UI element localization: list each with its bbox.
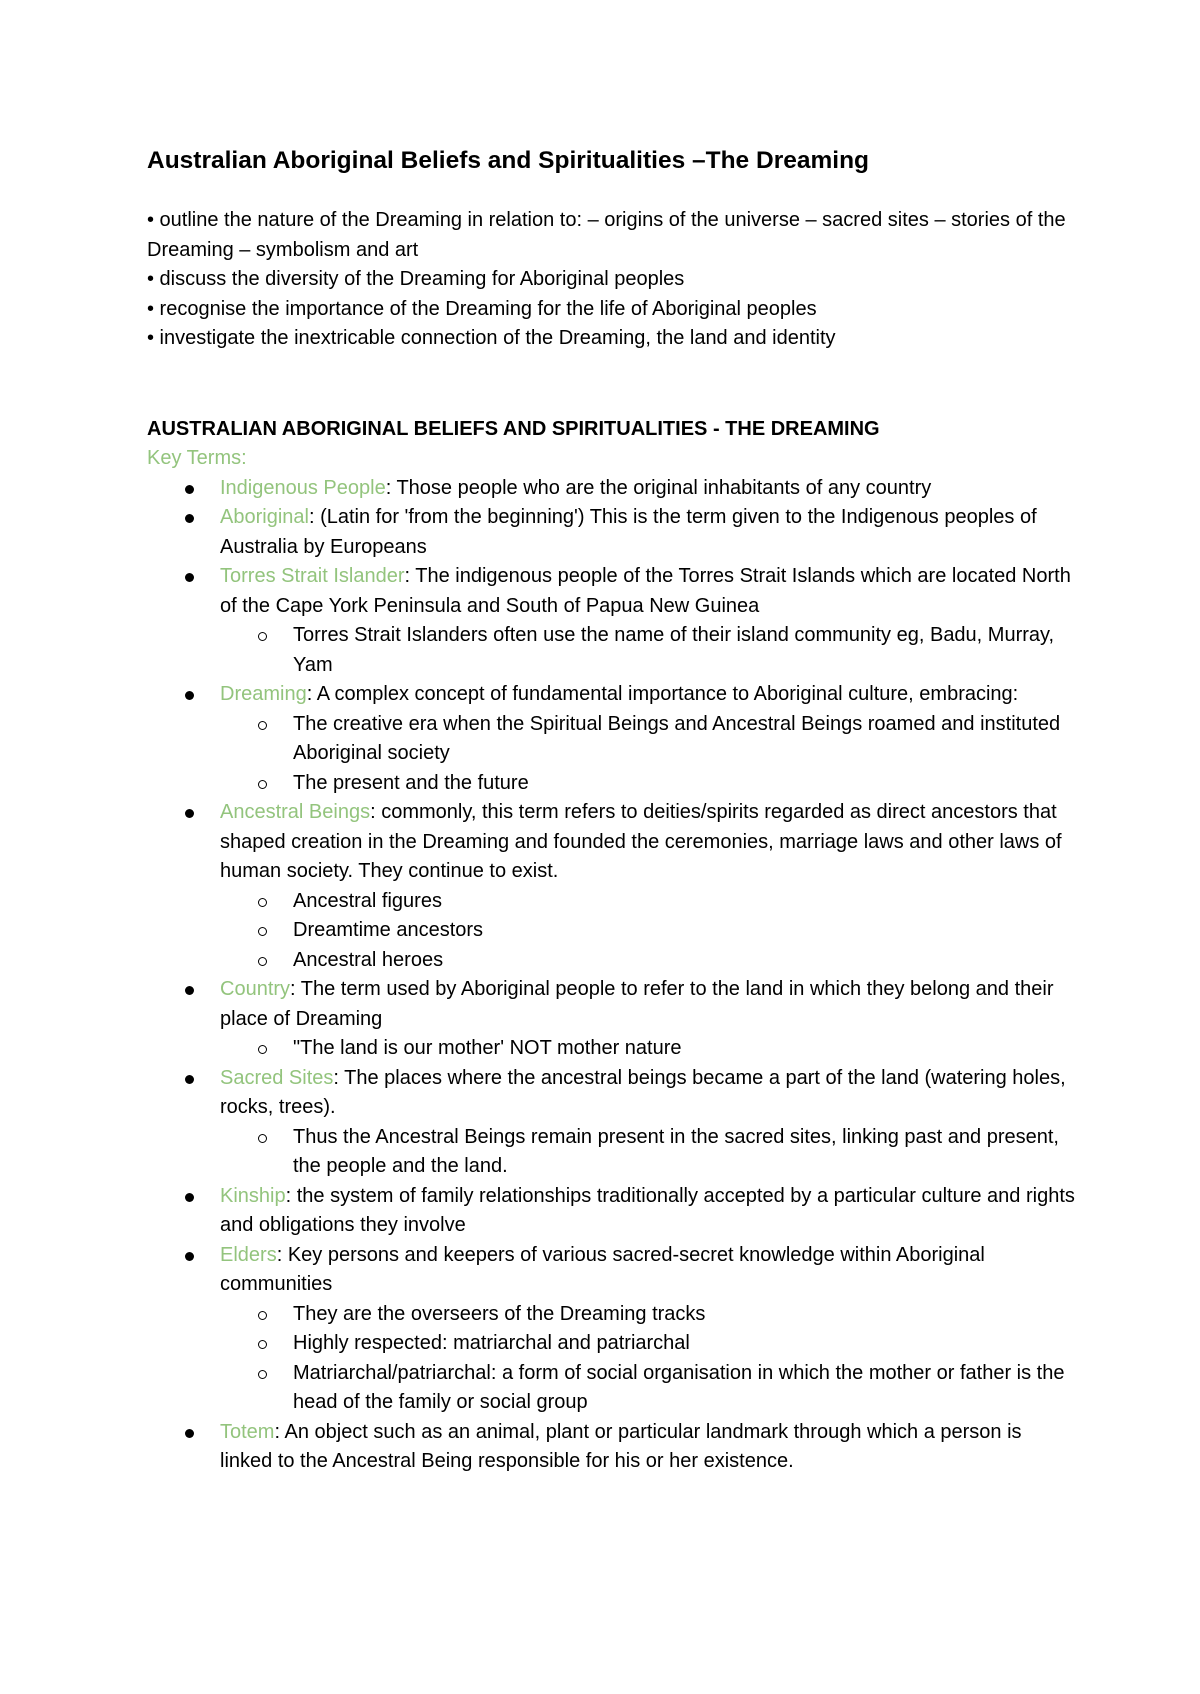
key-term-item: [147, 1241, 1077, 1418]
sub-item-text: Dreamtime ancestors: [293, 919, 484, 941]
key-term-name: Aboriginal: [220, 506, 309, 528]
key-term-name: Sacred Sites: [220, 1066, 334, 1089]
sub-item-list: [220, 710, 1077, 799]
key-term-name: Ancestral Beings: [220, 801, 371, 823]
hollow-bullet-icon: [258, 632, 267, 641]
sub-item: [220, 710, 1077, 769]
sub-item-list: [220, 1034, 1077, 1064]
sub-item: [220, 1123, 1077, 1182]
key-term-item: [147, 562, 1077, 680]
outcome-item: • investigate the inextricable connection of the Dreaming, the land and identity: [147, 327, 836, 349]
key-term-item: [147, 1182, 1077, 1241]
hollow-bullet-icon: [258, 1370, 267, 1379]
sub-item-text: The present and the future: [293, 771, 529, 794]
key-term-definition: : The term used by Aboriginal people to refer to the land in which they belong and their place of Dreaming: [220, 978, 1054, 1030]
key-term-item: [147, 1418, 1077, 1477]
key-term-definition: : Key persons and keepers of various sacred-secret knowledge within Aboriginal communities: [220, 1243, 985, 1295]
sub-item: [220, 946, 1077, 976]
sub-item: [220, 1359, 1077, 1418]
sub-item-text: Torres Strait Islanders often use the name of their island community eg, Badu, Murray, Yam: [293, 624, 1055, 676]
key-terms-list: [147, 474, 1077, 1477]
hollow-bullet-icon: [258, 957, 267, 966]
bullet-icon: [185, 1193, 194, 1202]
key-term-name: Indigenous People: [220, 476, 386, 499]
outcome-item: • recognise the importance of the Dreaming for the life of Aboriginal peoples: [147, 297, 817, 320]
sub-item-text: Highly respected: matriarchal and patriarchal: [293, 1332, 690, 1354]
hollow-bullet-icon: [258, 780, 267, 789]
sub-item-text: Ancestral figures: [293, 889, 442, 912]
outcome-item: • discuss the diversity of the Dreaming for Aboriginal peoples: [147, 268, 685, 290]
key-term-definition: : (Latin for 'from the beginning') This is the term given to the Indigenous peoples of Australia by Europeans: [220, 506, 1037, 558]
sub-item: [220, 1329, 1077, 1359]
key-term-name: Kinship: [220, 1184, 286, 1207]
key-term-name: Elders: [220, 1243, 277, 1266]
hollow-bullet-icon: [258, 721, 267, 730]
sub-item-text: Thus the Ancestral Beings remain present in the sacred sites, linking past and present, the people and the land.: [293, 1125, 1059, 1177]
hollow-bullet-icon: [258, 1045, 267, 1054]
hollow-bullet-icon: [258, 1340, 267, 1349]
sub-item: [220, 1034, 1077, 1064]
section-heading: AUSTRALIAN ABORIGINAL BELIEFS AND SPIRITUALITIES - THE DREAMING: [147, 417, 880, 440]
sub-item-text: Matriarchal/patriarchal: a form of social organisation in which the mother or father is the head of the family or social group: [293, 1361, 1065, 1413]
key-term-definition: : The indigenous people of the Torres Strait Islands which are located North of the Cape York Peninsula and South of Papua New Guinea: [220, 565, 1071, 617]
key-term-name: Dreaming: [220, 683, 307, 705]
key-term-definition: : The places where the ancestral beings became a part of the land (watering holes, rocks, trees).: [220, 1066, 1066, 1118]
syllabus-outcomes: [147, 206, 1077, 354]
sub-item-list: [220, 1300, 1077, 1418]
sub-item-list: [220, 621, 1077, 680]
sub-item: [220, 887, 1077, 917]
bullet-icon: [185, 485, 194, 494]
key-terms-label: Key Terms:: [147, 447, 247, 469]
bullet-icon: [185, 514, 194, 523]
sub-item: [220, 621, 1077, 680]
bullet-icon: [185, 1252, 194, 1261]
bullet-icon: [185, 986, 194, 995]
hollow-bullet-icon: [258, 927, 267, 936]
sub-item: [220, 1300, 1077, 1330]
sub-item-text: "The land is our mother' NOT mother nature: [293, 1037, 682, 1059]
key-term-definition: : An object such as an animal, plant or particular landmark through which a person is linked to the Ancestral Being responsible for his or her existence.: [220, 1420, 1022, 1472]
hollow-bullet-icon: [258, 1311, 267, 1320]
hollow-bullet-icon: [258, 1134, 267, 1143]
bullet-icon: [185, 809, 194, 818]
key-term-name: Torres Strait Islander: [220, 565, 405, 587]
key-term-item: [147, 474, 1077, 504]
key-term-item: [147, 1064, 1077, 1182]
sub-item: [220, 769, 1077, 799]
key-term-name: Totem: [220, 1420, 275, 1443]
outcome-item: • outline the nature of the Dreaming in relation to: – origins of the universe – sacred sites – stories of the Dreaming – symbolism and art: [147, 209, 1066, 261]
sub-item-text: Ancestral heroes: [293, 948, 444, 971]
bullet-icon: [185, 573, 194, 582]
sub-item-list: [220, 887, 1077, 976]
bullet-icon: [185, 1429, 194, 1438]
key-term-name: Country: [220, 978, 291, 1000]
sub-item-text: The creative era when the Spiritual Beings and Ancestral Beings roamed and instituted Aboriginal society: [293, 712, 1061, 764]
key-term-definition: : A complex concept of fundamental importance to Aboriginal culture, embracing:: [306, 683, 1019, 705]
document-page: [147, 146, 1077, 1477]
key-term-item: [147, 680, 1077, 798]
key-term-definition: : Those people who are the original inhabitants of any country: [385, 476, 932, 499]
key-term-item: [147, 975, 1077, 1064]
bullet-icon: [185, 1075, 194, 1084]
key-term-definition: : commonly, this term refers to deities/spirits regarded as direct ancestors that shaped creation in the Dreaming and founded the ceremonies, marriage laws and other laws of human society. They continue to exist.: [220, 801, 1062, 882]
bullet-icon: [185, 691, 194, 700]
key-term-definition: : the system of family relationships traditionally accepted by a particular culture and rights and obligations they involve: [220, 1184, 1075, 1236]
key-term-item: [147, 503, 1077, 562]
key-term-item: [147, 798, 1077, 975]
document-title: Australian Aboriginal Beliefs and Spiritualities –The Dreaming: [147, 147, 869, 174]
sub-item-list: [220, 1123, 1077, 1182]
hollow-bullet-icon: [258, 898, 267, 907]
sub-item-text: They are the overseers of the Dreaming tracks: [293, 1302, 706, 1325]
sub-item: [220, 916, 1077, 946]
